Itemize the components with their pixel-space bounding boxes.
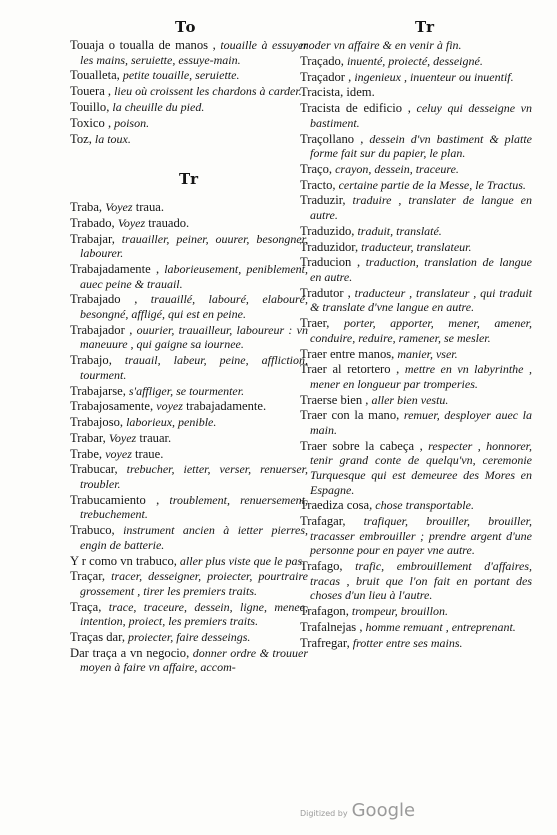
dictionary-entry — [300, 620, 532, 635]
translation: homme remuant , entreprenant. — [362, 619, 516, 634]
dictionary-entry — [300, 347, 532, 362]
dictionary-entry — [300, 38, 532, 53]
dictionary-entry — [300, 559, 532, 603]
digitized-label: Digitized by — [300, 809, 348, 818]
translation: lieu où croissent les chardons à carder. — [111, 84, 302, 99]
dictionary-entry — [70, 630, 308, 645]
headword: Toz, — [70, 131, 92, 146]
translation: aller plus viste que le pas. — [176, 553, 306, 568]
translation: voyez — [105, 446, 132, 461]
headword: Touaja o toualla de manos , — [70, 38, 216, 52]
headword: Tracista de edificio , — [300, 101, 411, 116]
translation: trafiquer, brouiller, brouiller, tracasser embrouiller ; prendre argent d'une personne pour en payer vne autre. — [310, 514, 532, 558]
dictionary-entry — [300, 85, 532, 100]
translation: la toux. — [91, 131, 131, 146]
translation: Voyez — [108, 430, 137, 445]
headword: Tracto, — [300, 177, 336, 192]
headword: Trabajo, — [70, 353, 112, 368]
translation: instrument ancien à ietter pierres, engin de batterie. — [80, 523, 308, 552]
headword-ref: traua. — [132, 200, 165, 215]
headword: Traerse bien , — [300, 392, 369, 407]
translation: celuy qui desseigne vn bastiment. — [310, 101, 532, 130]
translation: traducteur, translateur. — [358, 239, 472, 254]
digitized-by-google-watermark — [300, 800, 415, 821]
headword: Traça, — [70, 599, 102, 614]
left-column — [70, 38, 308, 676]
translation: traduire , translater de langue en autre. — [310, 193, 532, 223]
dictionary-entry — [70, 646, 308, 675]
headword: Trabar, — [70, 430, 109, 445]
headword: Traba, — [70, 200, 106, 215]
google-logo: Google — [351, 800, 416, 821]
translation: chose transportable. — [372, 498, 474, 513]
dictionary-entry — [70, 462, 308, 491]
translation: remuer, desployer auec la main. — [310, 408, 532, 438]
dictionary-entry — [300, 514, 532, 558]
translation: aller bien vestu. — [368, 392, 449, 407]
dictionary-entry — [300, 255, 532, 284]
translation: proiecter, faire desseings. — [125, 630, 251, 645]
dictionary-entry — [300, 636, 532, 651]
headword: Trabajoso, — [70, 415, 124, 430]
headword: Trafagar, — [300, 514, 346, 529]
dictionary-entry — [70, 232, 308, 261]
translation: moder vn affaire & en venir à fin. — [300, 38, 462, 52]
dictionary-entry — [70, 116, 308, 131]
headword: Touera , — [70, 84, 112, 99]
dictionary-entry — [70, 600, 308, 629]
translation: trace, traceure, dessein, ligne, menee, intention, proiect, les premiers traits. — [80, 599, 308, 629]
headword: Traer sobre la cabeça , — [300, 438, 423, 453]
headword: Tradutor , — [300, 285, 351, 300]
headword: Traer entre manos, — [300, 346, 395, 361]
headword: Trafago, — [300, 559, 343, 574]
headword: Traduzir, — [300, 193, 346, 208]
translation: s'affliger, se tourmenter. — [125, 383, 245, 398]
translation: trebucher, ietter, verser, renuerser, troubler. — [80, 462, 308, 492]
dictionary-entry — [70, 415, 308, 430]
translation: tracer, desseigner, proiecter, pourtraire grossement , tirer les premiers traits. — [80, 569, 308, 598]
headword: Y r como vn trabuco, — [70, 553, 177, 568]
dictionary-entry — [300, 162, 532, 177]
headword: Traduzido, — [300, 223, 355, 238]
dictionary-entry — [70, 262, 308, 291]
dictionary-entry — [70, 384, 308, 399]
headword: Traediza cosa, — [300, 498, 373, 513]
headword: Trabucamiento , — [70, 492, 160, 507]
dictionary-entry — [70, 200, 308, 215]
headword: Traçador , — [300, 69, 352, 84]
translation: traduction, translation de langue en autre. — [310, 255, 532, 284]
dictionary-entry — [70, 84, 308, 99]
headword: Toxico , — [70, 115, 112, 130]
dictionary-entry — [70, 323, 308, 352]
dictionary-entry — [70, 554, 308, 569]
dictionary-entry — [70, 216, 308, 231]
headword: Traço, — [300, 161, 333, 176]
headword: Trabajador , — [70, 322, 133, 337]
dictionary-entry — [70, 38, 308, 67]
headword: Trafregar, — [300, 635, 350, 650]
dictionary-entry — [300, 101, 532, 130]
translation: trauaillé, labouré, elabouré, besongné, affligé, qui est en peine. — [80, 292, 308, 321]
dictionary-entry — [300, 393, 532, 408]
dictionary-entry — [300, 54, 532, 69]
dictionary-entry — [300, 604, 532, 619]
headword: Tracista, idem. — [300, 85, 375, 100]
translation: laborieusement, peniblement, auec peine & trauail. — [80, 262, 308, 291]
translation: Voyez — [105, 200, 133, 215]
headword: Trabajarse, — [70, 383, 126, 398]
translation: inuenté, proiecté, desseigné. — [343, 53, 483, 68]
left-running-head: To — [175, 18, 197, 36]
headword: Trabajadamente , — [70, 262, 160, 277]
headword: Toualleta, — [70, 68, 120, 83]
dictionary-entry — [70, 100, 308, 115]
translation: traduit, translaté. — [354, 223, 442, 238]
headword: Traçollano , — [300, 131, 364, 146]
translation: troublement, renuersement, trebuchement. — [80, 492, 308, 522]
translation: trauail, labeur, peine, affliction, tourment. — [80, 353, 308, 382]
translation: trafic, embrouillement d'affaires, tracas , bruit que l'on fait en portant des choses d'un lieu à l'autre. — [310, 559, 532, 603]
headword: Trabe, — [70, 446, 106, 461]
dictionary-entry — [70, 399, 308, 414]
headword: Traer con la mano, — [300, 408, 400, 423]
dictionary-entry — [300, 178, 532, 193]
translation: crayon, dessein, traceure. — [332, 161, 459, 176]
headword: Traduzidor, — [300, 239, 359, 254]
headword: Traçado, — [300, 53, 344, 68]
left-tr-entries — [70, 200, 308, 675]
translation: petite touaille, seruiette. — [119, 68, 240, 83]
dictionary-entry — [70, 68, 308, 83]
headword: Trafagon, — [300, 604, 349, 619]
translation: ouurier, trauailleur, laboureur : vn maneuure , qui gaigne sa iournee. — [80, 322, 308, 352]
dictionary-entry — [70, 447, 308, 462]
translation: dessein d'vn bastiment & platte forme fait sur du papier, le plan. — [310, 131, 532, 161]
dictionary-entry — [300, 240, 532, 255]
dictionary-entry — [300, 286, 532, 315]
translation: respecter , honnorer, tenir grand conte de quelqu'vn, ceremonie Turquesque qui est demeuree des Mores en Espagne. — [310, 438, 532, 497]
right-tr-entries — [300, 38, 532, 650]
dictionary-entry — [70, 353, 308, 382]
dictionary-entry — [300, 316, 532, 345]
translation: touaille à essuyer les mains, seruiette, essuye-main. — [80, 38, 309, 67]
dictionary-entry — [70, 493, 308, 522]
translation: poison. — [111, 115, 150, 130]
headword: Trabajosamente, — [70, 399, 157, 414]
headword-ref: trauado. — [145, 215, 190, 230]
right-column — [300, 38, 532, 651]
dictionary-entry — [300, 224, 532, 239]
translation: mettre en vn labyrinthe , mener en longueur par tromperies. — [310, 362, 533, 391]
headword: Dar traça a vn negocio, — [70, 645, 190, 660]
headword: Trafalnejas , — [300, 619, 363, 634]
dictionary-entry — [300, 193, 532, 222]
translation: traducteur , translateur , qui traduit & translate d'vne langue en autre. — [310, 285, 532, 315]
dictionary-entry — [70, 431, 308, 446]
dictionary-entry — [70, 132, 308, 147]
left-to-entries — [70, 38, 308, 146]
dictionary-entry — [300, 362, 532, 391]
dictionary-entry — [70, 292, 308, 321]
headword: Traer al retortero , — [300, 362, 400, 377]
dictionary-entry — [70, 569, 308, 598]
translation: frotter entre ses mains. — [349, 635, 463, 650]
headword-ref: trauar. — [136, 430, 172, 445]
headword: Trabuco, — [70, 523, 115, 538]
headword-ref: trabajadamente. — [182, 399, 267, 414]
headword: Trabucar, — [70, 462, 118, 477]
headword: Traducion , — [300, 255, 361, 270]
translation: laborieux, penible. — [123, 415, 217, 430]
headword: Traças dar, — [70, 630, 125, 645]
translation: trauailler, peiner, ouurer, besongner, labourer. — [80, 231, 308, 261]
headword: Traer, — [300, 316, 330, 331]
headword: Traçar, — [70, 569, 106, 584]
translation: certaine partie de la Messe, le Tractus. — [335, 177, 526, 192]
headword: Trabajado , — [70, 292, 138, 307]
headword-ref: traue. — [131, 446, 164, 461]
dictionary-entry — [300, 70, 532, 85]
headword: Trabajar, — [70, 231, 115, 246]
translation: ingenieux , inuenteur ou inuentif. — [351, 69, 514, 84]
translation: Voyez — [117, 215, 146, 230]
headword: Trabado, — [70, 215, 118, 230]
headword: Touillo, — [70, 99, 110, 114]
translation: voyez — [156, 399, 183, 414]
translation: la cheuille du pied. — [109, 99, 205, 114]
dictionary-entry — [300, 408, 532, 437]
dictionary-entry — [300, 439, 532, 497]
dictionary-entry — [300, 498, 532, 513]
section-heading: Tr — [179, 170, 199, 189]
translation: manier, vser. — [394, 346, 458, 361]
translation: trompeur, brouillon. — [348, 604, 448, 619]
translation: porter, apporter, mener, amener, conduire, reduire, ramener, se mesler. — [310, 316, 532, 345]
dictionary-entry — [70, 523, 308, 552]
right-running-head: Tr — [415, 18, 435, 36]
translation: donner ordre & trouuer moyen à faire vn affaire, accom- — [80, 645, 308, 675]
dictionary-entry — [300, 132, 532, 161]
